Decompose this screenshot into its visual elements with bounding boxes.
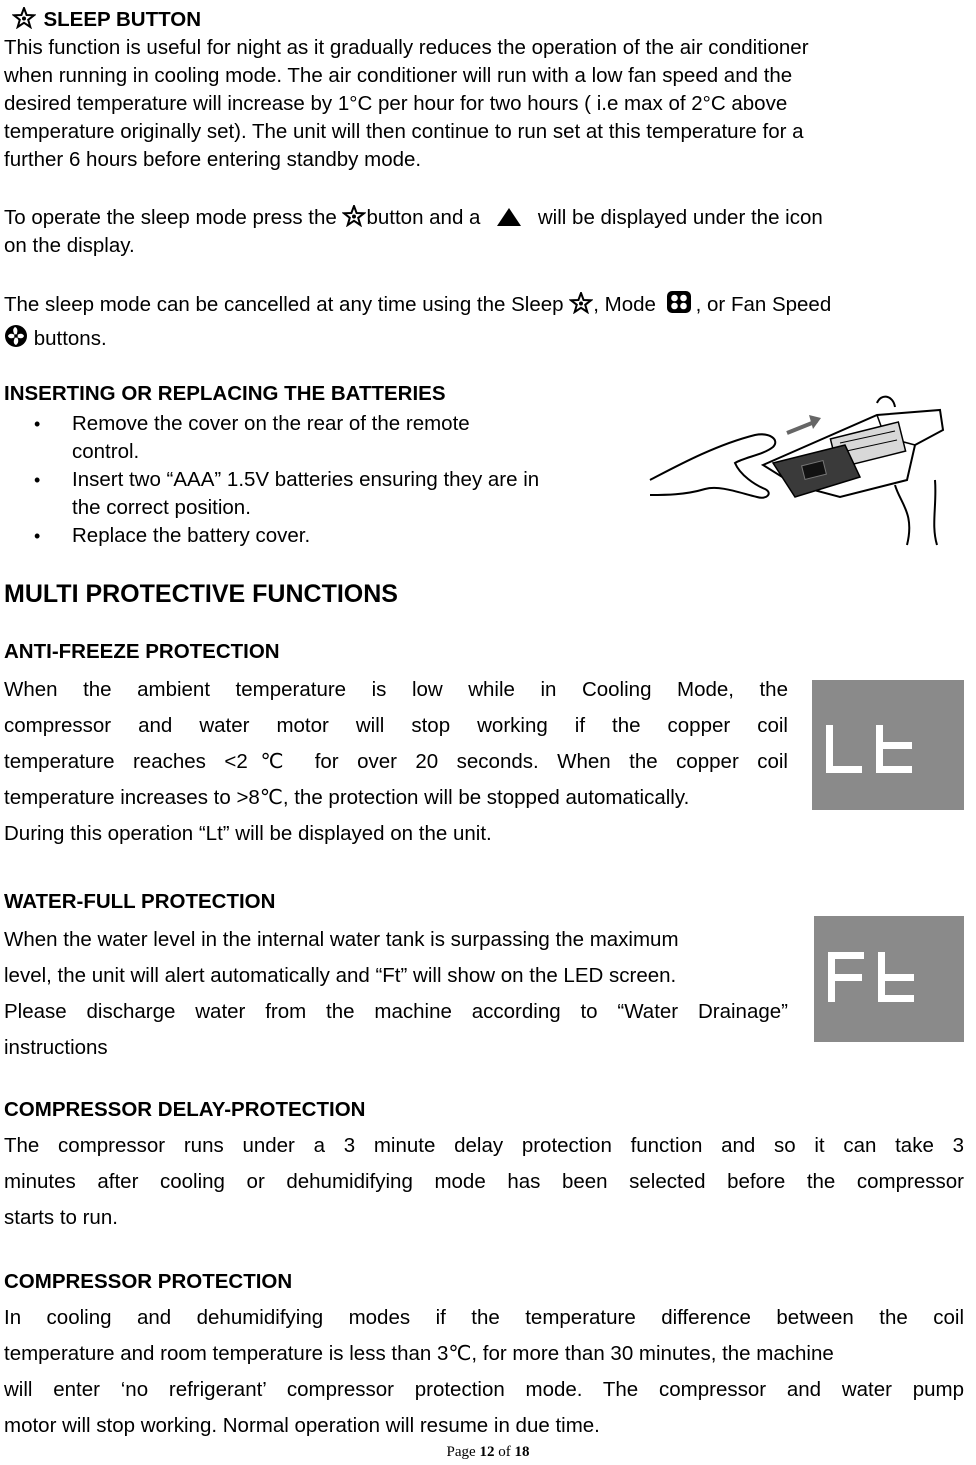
fan-speed-icon: [4, 324, 28, 356]
text-line: This function is useful for night as it gradually reduces the operation of the air conditioner: [4, 36, 809, 59]
sleep-star-icon: [12, 7, 36, 34]
text-line: temperature and room temperature is less than 3℃, for more than 30 minutes, the machine: [4, 1342, 834, 1365]
mode-icon: [666, 290, 692, 322]
antifreeze-heading: ANTI-FREEZE PROTECTION: [4, 640, 280, 663]
page-footer: [0, 1444, 976, 1461]
waterfull-paragraph: [4, 922, 788, 1066]
antifreeze-paragraph: [4, 672, 788, 852]
text-line: The compressor runs under a 3 minute delay protection function and so it can take 3: [4, 1134, 964, 1157]
sleep-cancel-line-2: [4, 324, 107, 356]
lt-display-panel: [812, 680, 964, 810]
text-line: When the ambient temperature is low while in Cooling Mode, the: [4, 678, 788, 701]
sleep-star-icon: [342, 205, 366, 235]
waterfull-heading: WATER-FULL PROTECTION: [4, 890, 276, 913]
remote-battery-illustration: [645, 385, 945, 555]
compressor-heading: COMPRESSOR PROTECTION: [4, 1270, 293, 1293]
sleep-operate-line: [4, 204, 964, 235]
text-line: level, the unit will alert automatically and “Ft” will show on the LED screen.: [4, 964, 677, 987]
sleep-triangle-icon: [496, 207, 522, 235]
text-line: further 6 hours before entering standby mode.: [4, 148, 422, 171]
list-item: • Remove the cover on the rear of the remote control.: [0, 410, 640, 466]
text-line: when running in cooling mode. The air conditioner will run with a low fan speed and the: [4, 64, 793, 87]
batteries-list: [0, 410, 640, 550]
ft-display-panel: [814, 916, 964, 1042]
text-line: During this operation “Lt” will be displayed on the unit.: [4, 822, 492, 845]
list-item: • Replace the battery cover.: [0, 522, 640, 550]
text-line: on the display.: [4, 234, 135, 257]
text-line: starts to run.: [4, 1206, 118, 1229]
text-span: , Mode: [593, 293, 656, 316]
text-line: In cooling and dehumidifying modes if the temperature difference between the coil: [4, 1306, 964, 1329]
text-line: temperature originally set). The unit will then continue to run set at this temperature for a: [4, 120, 804, 143]
delay-paragraph: [4, 1128, 964, 1236]
text-span: To operate the sleep mode press the: [4, 206, 337, 229]
footer-text: Page: [446, 1444, 476, 1460]
text-line: temperature increases to >8℃, the protection will be stopped automatically.: [4, 786, 690, 809]
text-line: temperature reaches <2℃ for over 20 seconds. When the copper coil: [4, 750, 788, 773]
text-span: The sleep mode can be cancelled at any time using the Sleep: [4, 293, 564, 316]
text-line: instructions: [4, 1036, 108, 1059]
batteries-heading: INSERTING OR REPLACING THE BATTERIES: [4, 382, 446, 405]
text-line: When the water level in the internal water tank is surpassing the maximum: [4, 928, 679, 951]
text-span: will be displayed under the icon: [537, 206, 823, 229]
text-span: , or Fan Speed: [695, 293, 832, 316]
sleep-heading-row: [12, 6, 201, 34]
sleep-heading: SLEEP BUTTON: [43, 8, 202, 31]
text-span: buttons.: [33, 327, 107, 350]
multi-heading: MULTI PROTECTIVE FUNCTIONS: [4, 580, 398, 608]
text-line: motor will stop working. Normal operation will resume in due time.: [4, 1414, 600, 1437]
text-line: will enter ‘no refrigerant’ compressor protection mode. The compressor and water pump: [4, 1378, 964, 1401]
text-line: Please discharge water from the machine according to “Water Drainage”: [4, 1000, 788, 1023]
sleep-star-icon: [569, 292, 593, 322]
compressor-paragraph: [4, 1300, 964, 1444]
delay-heading: COMPRESSOR DELAY-PROTECTION: [4, 1098, 366, 1121]
text-line: desired temperature will increase by 1°C per hour for two hours ( i.e max of 2°C above: [4, 92, 788, 115]
page-number: 12: [479, 1444, 495, 1460]
list-item: • Insert two “AAA” 1.5V batteries ensuring they are in the correct position.: [0, 466, 640, 522]
sleep-paragraph: [4, 34, 964, 174]
page-total: 18: [514, 1444, 530, 1460]
sleep-cancel-line: [4, 290, 974, 322]
text-span: button and a: [366, 206, 481, 229]
footer-text: of: [498, 1444, 511, 1460]
text-line: compressor and water motor will stop working if the copper coil: [4, 714, 788, 737]
text-line: minutes after cooling or dehumidifying mode has been selected before the compressor: [4, 1170, 964, 1193]
